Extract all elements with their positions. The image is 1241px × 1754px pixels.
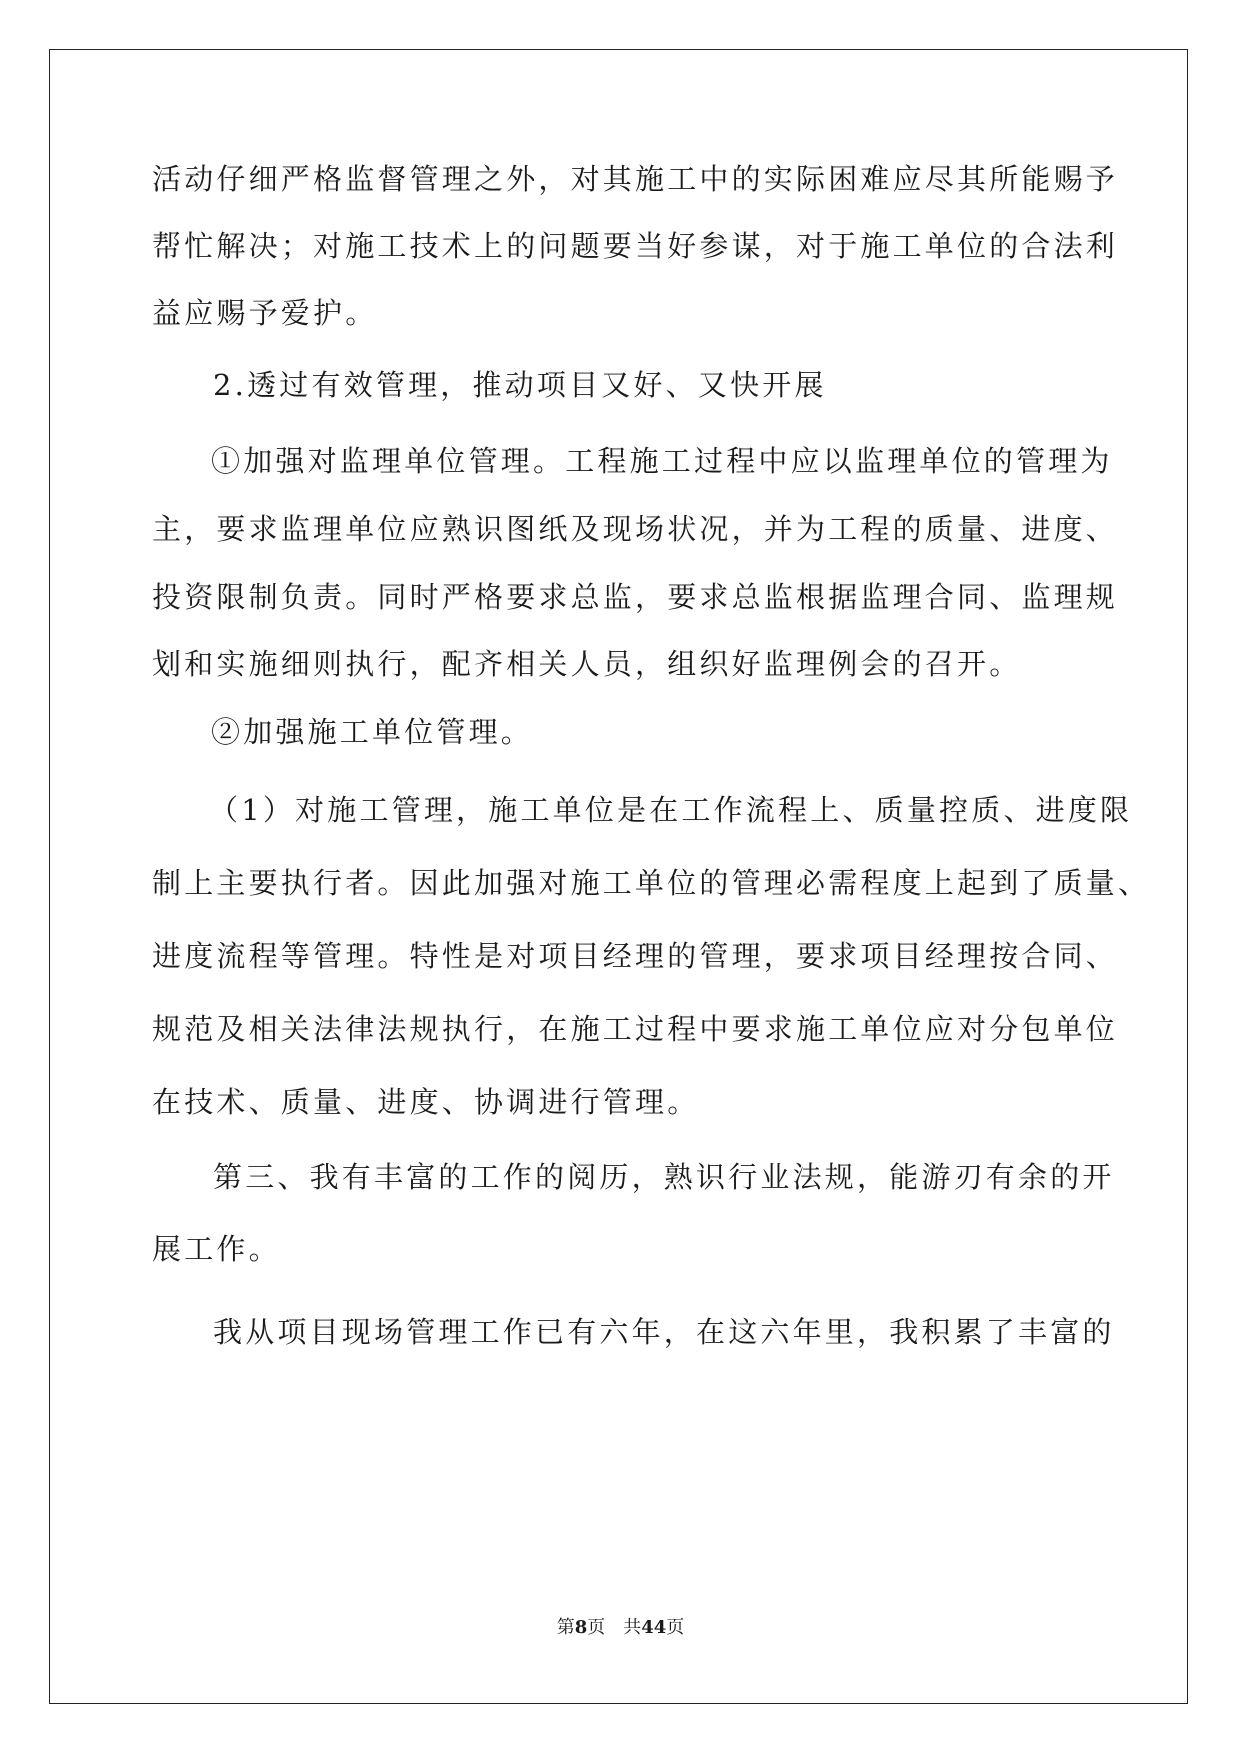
- footer-suffix: 页: [666, 1617, 685, 1638]
- current-page-number: 8: [574, 1617, 588, 1638]
- text-line: 在技术、质量、进度、协调进行管理。: [152, 1085, 700, 1119]
- page-footer: [0, 1616, 1241, 1640]
- text-line: 划和实施细则执行，配齐相关人员，组织好监理例会的召开。: [152, 647, 1022, 681]
- section-heading: 2.透过有效管理，推动项目又好、又快开展: [213, 368, 827, 402]
- text-line: 第三、我有丰富的工作的阅历，熟识行业法规，能游刃有余的开: [213, 1160, 1115, 1194]
- footer-middle: 页 共: [587, 1617, 642, 1638]
- total-page-number: 44: [641, 1617, 667, 1638]
- text-line: 规范及相关法律法规执行，在施工过程中要求施工单位应对分包单位: [152, 1012, 1119, 1046]
- text-line: ①加强对监理单位管理。工程施工过程中应以监理单位的管理为: [211, 444, 1113, 478]
- text-line: 投资限制负责。同时严格要求总监，要求总监根据监理合同、监理规: [152, 580, 1119, 614]
- text-line: 我从项目现场管理工作已有六年，在这六年里，我积累了丰富的: [213, 1315, 1115, 1349]
- text-line: 活动仔细严格监督管理之外，对其施工中的实际困难应尽其所能赐予: [152, 162, 1119, 196]
- text-line: 展工作。: [152, 1232, 281, 1266]
- text-line: ②加强施工单位管理。: [211, 715, 534, 749]
- footer-prefix: 第: [556, 1617, 575, 1638]
- text-line: 帮忙解决；对施工技术上的问题要当好参谋，对于施工单位的合法利: [152, 229, 1119, 263]
- text-line: 制上主要执行者。因此加强对施工单位的管理必需程度上起到了质量、: [152, 866, 1151, 900]
- text-line: 主，要求监理单位应熟识图纸及现场状况，并为工程的质量、进度、: [152, 512, 1119, 546]
- text-line: 益应赐予爱护。: [152, 296, 378, 330]
- text-line: （1）对施工管理，施工单位是在工作流程上、质量控质、进度限: [209, 793, 1133, 827]
- text-line: 进度流程等管理。特性是对项目经理的管理，要求项目经理按合同、: [152, 939, 1119, 973]
